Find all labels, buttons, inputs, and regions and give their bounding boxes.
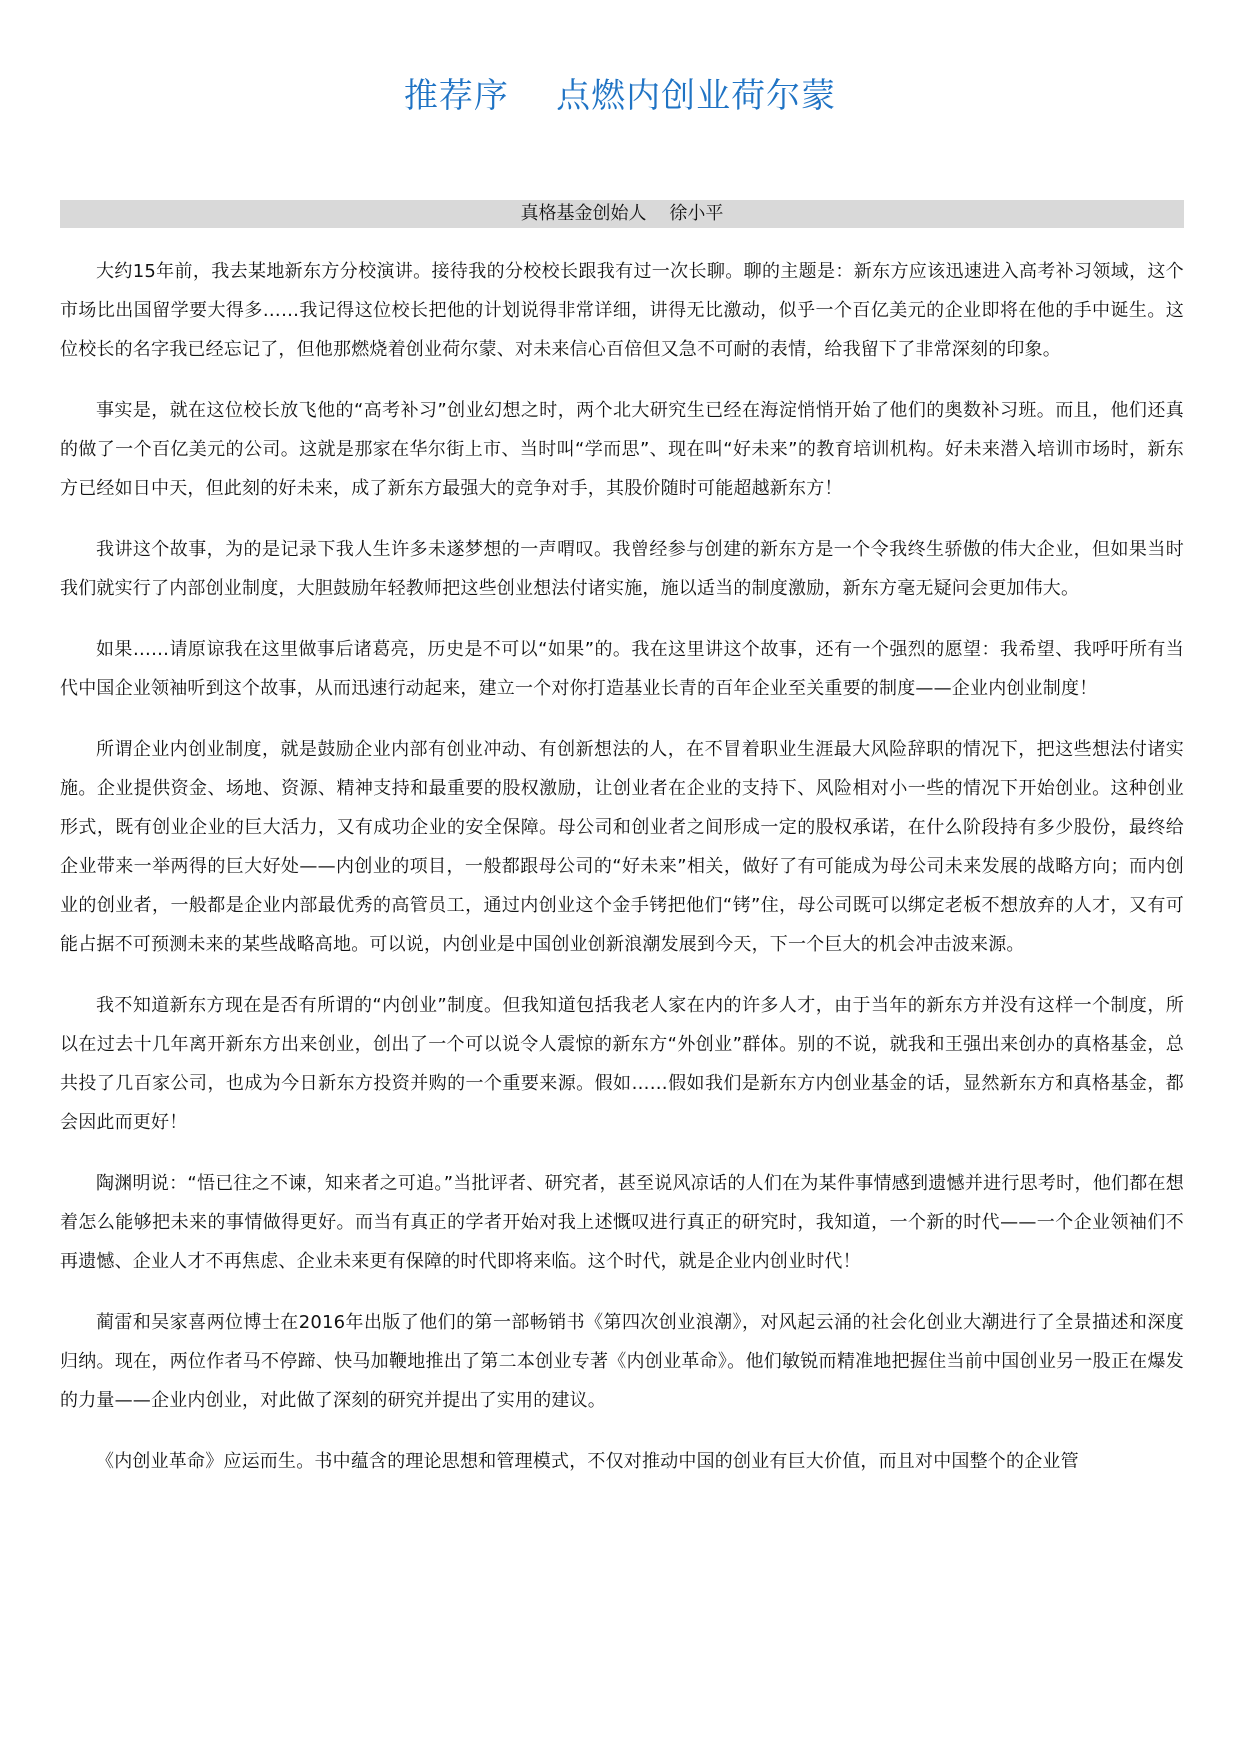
author-banner: 真格基金创始人 徐小平	[60, 200, 1184, 228]
paragraph: 所谓企业内创业制度，就是鼓励企业内部有创业冲动、有创新想法的人，在不冒着职业生涯最大风险辞职的情况下，把这些想法付诸实施。企业提供资金、场地、资源、精神支持和最重要的股权激励，让创业者在企业的支持下、风险相对小一些的情况下开始创业。这种创业形式，既有创业企业的巨大活力，又有成功企业的安全保障。母公司和创业者之间形成一定的股权承诺，在什么阶段持有多少股份，最终给企业带来一举两得的巨大好处——内创业的项目，一般都跟母公司的“好未来”相关，做好了有可能成为母公司未来发展的战略方向；而内创业的创业者，一般都是企业内部最优秀的高管员工，通过内创业这个金手铐把他们“铐”住，母公司既可以绑定老板不想放弃的人才，又有可能占据不可预测未来的某些战略高地。可以说，内创业是中国创业创新浪潮发展到今天，下一个巨大的机会冲击波来源。	[60, 739, 1184, 955]
paragraph: 大约15年前，我去某地新东方分校演讲。接待我的分校校长跟我有过一次长聊。聊的主题是：新东方应该迅速进入高考补习领域，这个市场比出国留学要大得多……我记得这位校长把他的计划说得非常详细，讲得无比激动，似乎一个百亿美元的企业即将在他的手中诞生。这位校长的名字我已经忘记了，但他那燃烧着创业荷尔蒙、对未来信心百倍但又急不可耐的表情，给我留下了非常深刻的印象。	[60, 261, 1184, 360]
paragraph: 我讲这个故事，为的是记录下我人生许多未遂梦想的一声喟叹。我曾经参与创建的新东方是一个令我终生骄傲的伟大企业，但如果当时我们就实行了内部创业制度，大胆鼓励年轻教师把这些创业想法付诸实施，施以适当的制度激励，新东方毫无疑问会更加伟大。	[60, 539, 1184, 599]
paragraph: 我不知道新东方现在是否有所谓的“内创业”制度。但我知道包括我老人家在内的许多人才，由于当年的新东方并没有这样一个制度，所以在过去十几年离开新东方出来创业，创出了一个可以说令人震惊的新东方“外创业”群体。别的不说，就我和王强出来创办的真格基金，总共投了几百家公司，也成为今日新东方投资并购的一个重要来源。假如……假如我们是新东方内创业基金的话，显然新东方和真格基金，都会因此而更好！	[60, 995, 1184, 1133]
paragraph: 蔺雷和吴家喜两位博士在2016年出版了他们的第一部畅销书《第四次创业浪潮》，对风起云涌的社会化创业大潮进行了全景描述和深度归纳。现在，两位作者马不停蹄、快马加鞭地推出了第二本创业专著《内创业革命》。他们敏锐而精准地把握住当前中国创业另一股正在爆发的力量——企业内创业，对此做了深刻的研究并提出了实用的建议。	[60, 1312, 1184, 1411]
paragraph: 陶渊明说：“悟已往之不谏，知来者之可追。”当批评者、研究者，甚至说风凉话的人们在为某件事情感到遗憾并进行思考时，他们都在想着怎么能够把未来的事情做得更好。而当有真正的学者开始对我上述慨叹进行真正的研究时，我知道，一个新的时代——一个企业领袖们不再遗憾、企业人才不再焦虑、企业未来更有保障的时代即将来临。这个时代，就是企业内创业时代！	[60, 1173, 1184, 1272]
paragraph: 事实是，就在这位校长放飞他的“高考补习”创业幻想之时，两个北大研究生已经在海淀悄悄开始了他们的奥数补习班。而且，他们还真的做了一个百亿美元的公司。这就是那家在华尔街上市、当时叫“学而思”、现在叫“好未来”的教育培训机构。好未来潜入培训市场时，新东方已经如日中天，但此刻的好未来，成了新东方最强大的竞争对手，其股价随时可能超越新东方！	[60, 400, 1184, 499]
page-title: 推荐序 点燃内创业荷尔蒙	[403, 76, 837, 116]
paragraph: 《内创业革命》应运而生。书中蕴含的理论思想和管理模式，不仅对推动中国的创业有巨大价值，而且对中国整个的企业管	[96, 1451, 1079, 1472]
preface-body	[60, 252, 1184, 1503]
paragraph: 如果……请原谅我在这里做事后诸葛亮，历史是不可以“如果”的。我在这里讲这个故事，还有一个强烈的愿望：我希望、我呼吁所有当代中国企业领袖听到这个故事，从而迅速行动起来，建立一个对你打造基业长青的百年企业至关重要的制度——企业内创业制度！	[60, 639, 1184, 699]
